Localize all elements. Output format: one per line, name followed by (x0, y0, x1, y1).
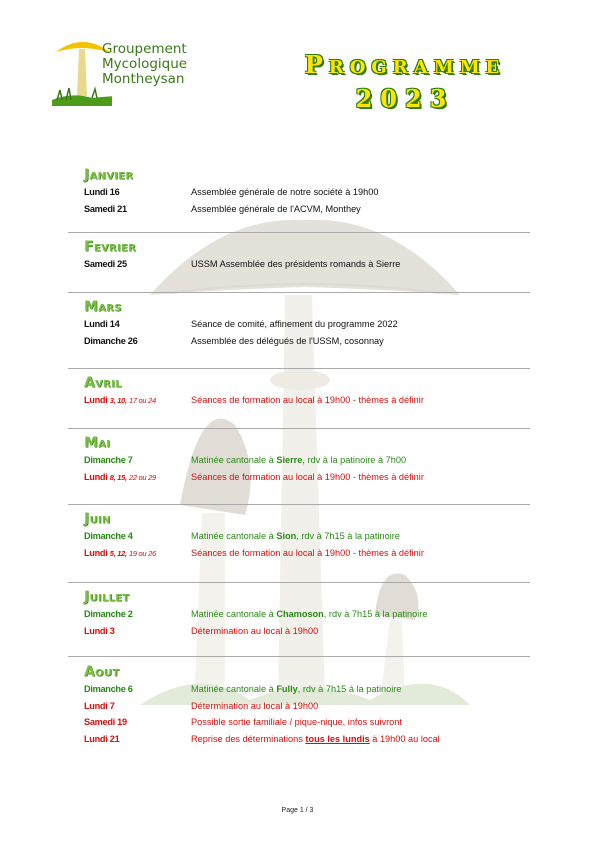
event-row (84, 333, 530, 350)
month-section (84, 434, 530, 485)
event-day-dates: 8, 15, (109, 472, 127, 482)
month-section (84, 238, 530, 273)
event-text: Détermination au local à 19h00 (191, 700, 319, 711)
event-text: Assemblée des délégués de l'USSM, cosonnay (191, 335, 384, 346)
event-row (84, 256, 530, 273)
event-text-pre: Matinée cantonale à (191, 531, 277, 541)
event-description (191, 452, 406, 469)
event-description (191, 606, 427, 623)
event-text-post: , rdv à 7h15 à la patinoire (297, 684, 402, 694)
event-day-label: Dimanche 2 (84, 609, 133, 619)
event-text: USSM Assemblée des présidents romands à Sierre (191, 259, 401, 269)
event-day-label: Lundi (84, 547, 108, 558)
event-day-label: Dimanche 26 (84, 335, 138, 346)
event-day-label: Lundi 3 (84, 625, 115, 636)
event-text-post: , rdv à 7h15 à la patinoire (296, 531, 400, 541)
event-day-dates: 5, 12, (109, 548, 127, 558)
month-title: Janvier (84, 167, 134, 183)
event-day-label: Dimanche 7 (84, 455, 133, 465)
event-day (84, 256, 191, 273)
month-section (84, 298, 530, 349)
logo-line-2: Mycologique (102, 56, 188, 72)
event-text-pre: Matinée cantonale à (191, 455, 277, 465)
month-title: Fevrier (84, 239, 137, 255)
month-section (84, 510, 530, 561)
month-title: Mai (84, 435, 111, 451)
event-place: Sierre (276, 455, 303, 465)
event-day-label: Dimanche 4 (84, 531, 133, 541)
event-text: Possible sortie familiale / pique-nique, infos suivront (191, 717, 402, 727)
event-row (84, 714, 530, 731)
event-text-pre: Matinée cantonale à (191, 609, 277, 619)
month-title: Mars (84, 299, 122, 315)
event-text-pre: Matinée cantonale à (191, 684, 277, 694)
event-description (191, 256, 400, 273)
section-divider (68, 232, 530, 233)
event-emphasis: tous les lundis (305, 733, 370, 744)
event-day (84, 714, 191, 731)
event-text: Assemblée générale de notre société à 19h00 (191, 187, 379, 197)
event-text: Séances de formation au local à 19h00 - thèmes à définir (191, 395, 424, 405)
event-description (191, 698, 318, 715)
event-description (191, 333, 384, 350)
event-day (84, 184, 191, 201)
event-day (84, 731, 191, 748)
title-programme: PROGRAMME (304, 50, 506, 79)
logo-line-3: Montheysan (102, 71, 185, 87)
section-divider (68, 368, 530, 369)
event-description (191, 201, 361, 218)
event-day (84, 681, 191, 698)
event-description (191, 392, 424, 409)
event-row (84, 469, 530, 486)
event-row (84, 731, 530, 748)
event-place: Chamoson (276, 609, 324, 619)
page-footer: Page 1 / 3 (281, 807, 314, 814)
logo-line-1: Groupement (102, 41, 187, 57)
event-day (84, 528, 191, 545)
month-title: Juillet (84, 589, 130, 605)
event-day-label: Lundi (84, 395, 108, 405)
group-logo (52, 34, 227, 112)
event-day-label: Lundi 7 (84, 700, 115, 711)
month-section (84, 663, 530, 747)
event-place: Sion (276, 531, 297, 541)
event-place: Fully (276, 684, 298, 694)
event-day-label: Lundi 21 (84, 733, 120, 744)
event-day (84, 545, 191, 562)
event-description (191, 184, 378, 201)
event-description (191, 545, 424, 562)
month-section (84, 166, 530, 217)
month-title: Juin (84, 511, 111, 527)
event-row (84, 392, 530, 409)
month-title: Avril (84, 375, 122, 391)
event-day-label: Dimanche 6 (84, 684, 133, 694)
event-day (84, 452, 191, 469)
event-day-label: Lundi (84, 471, 108, 482)
event-day-label: Lundi 16 (84, 187, 120, 197)
event-description (191, 681, 401, 698)
event-row (84, 201, 530, 218)
event-day-label: Samedi 19 (84, 717, 127, 727)
month-section (84, 374, 530, 409)
month-title: Aout (84, 664, 120, 680)
event-day-label: Samedi 25 (84, 259, 127, 269)
event-text: Séance de comité, affinement du programme 2022 (191, 319, 398, 329)
event-text: Séances de formation au local à 19h00 - thèmes à définir (191, 471, 424, 482)
section-divider (68, 582, 530, 583)
event-description (191, 469, 424, 486)
event-day (84, 316, 191, 333)
event-row (84, 698, 530, 715)
section-divider (68, 292, 530, 293)
event-day (84, 623, 191, 640)
event-day-label: Samedi 21 (84, 203, 127, 214)
event-day (84, 201, 191, 218)
event-day (84, 392, 191, 409)
event-text: Détermination au local à 19h00 (191, 625, 319, 636)
event-text: Séances de formation au local à 19h00 - thèmes à définir (191, 547, 424, 558)
event-row (84, 623, 530, 640)
event-row (84, 184, 530, 201)
event-day (84, 606, 191, 623)
section-divider (68, 656, 530, 657)
event-text-pre: Reprise des déterminations (191, 733, 306, 744)
event-description (191, 714, 402, 731)
event-text: Assemblée générale de l'ACVM, Monthey (191, 203, 361, 214)
event-text-post: , rdv à la patinoire à 7h00 (302, 455, 407, 465)
event-row (84, 528, 530, 545)
month-section (84, 588, 530, 639)
section-divider (68, 428, 530, 429)
section-divider (68, 504, 530, 505)
event-day-label: Lundi 14 (84, 319, 120, 329)
event-text-post: , rdv à 7h15 à la patinoire (323, 609, 428, 619)
event-day (84, 698, 191, 715)
event-day (84, 469, 191, 486)
title-year: 2023 (355, 84, 455, 113)
event-row (84, 316, 530, 333)
event-row (84, 606, 530, 623)
event-text-post: à 19h00 au local (369, 733, 440, 744)
event-description (191, 623, 318, 640)
event-day (84, 333, 191, 350)
event-day-alt-dates: 17 ou 24 (129, 396, 156, 405)
event-description (191, 528, 400, 545)
event-description (191, 316, 398, 333)
event-row (84, 452, 530, 469)
event-row (84, 545, 530, 562)
event-row (84, 681, 530, 698)
event-day-alt-dates: 19 ou 26 (129, 548, 156, 558)
event-description (191, 731, 440, 748)
logo-text (102, 42, 187, 87)
page-title (280, 50, 530, 115)
event-day-dates: 3, 10, (109, 396, 127, 405)
event-day-alt-dates: 22 ou 29 (129, 472, 156, 482)
